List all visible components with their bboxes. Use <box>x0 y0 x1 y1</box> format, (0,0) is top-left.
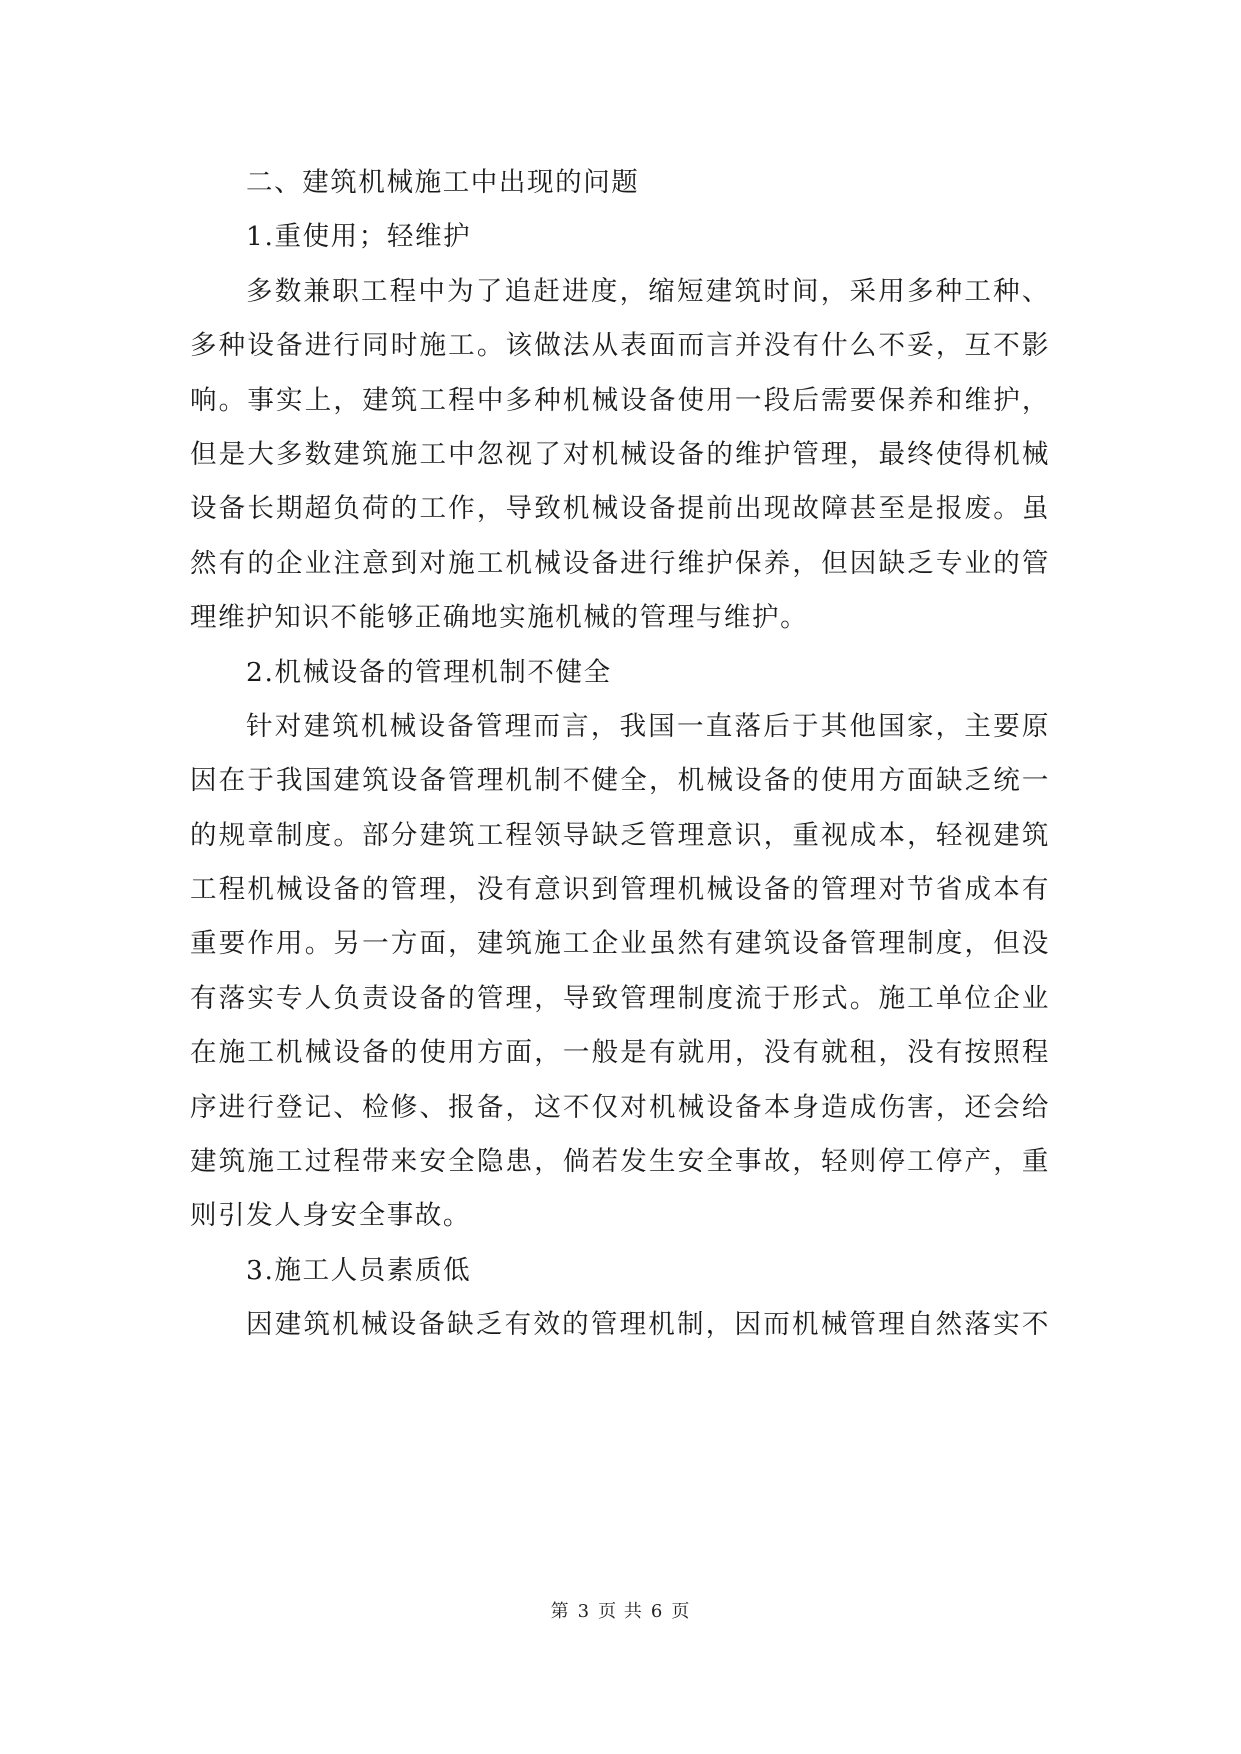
current-page-number: 3 <box>577 1601 591 1622</box>
paragraph-line: 在施工机械设备的使用方面，一般是有就用，没有就租，没有按照程 <box>190 1037 1050 1069</box>
subsection-heading: 1.重使用；轻维护 <box>246 221 472 253</box>
subsection-heading: 2.机械设备的管理机制不健全 <box>246 656 612 688</box>
paragraph-line: 建筑施工过程带来安全隐患，倘若发生安全事故，轻则停工停产，重 <box>190 1146 1050 1178</box>
paragraph-line: 序进行登记、检修、报备，这不仅对机械设备本身造成伤害，还会给 <box>190 1091 1050 1123</box>
paragraph-line: 有落实专人负责设备的管理，导致管理制度流于形式。施工单位企业 <box>190 982 1050 1014</box>
paragraph-line: 理维护知识不能够正确地实施机械的管理与维护。 <box>190 602 809 634</box>
footer-prefix: 第 <box>550 1601 570 1622</box>
paragraph-line: 但是大多数建筑施工中忽视了对机械设备的维护管理，最终使得机械 <box>190 438 1050 470</box>
section-heading: 二、建筑机械施工中出现的问题 <box>246 167 640 198</box>
paragraph-line: 响。事实上，建筑工程中多种机械设备使用一段后需要保养和维护， <box>190 384 1050 416</box>
paragraph-line: 因在于我国建筑设备管理机制不健全，机械设备的使用方面缺乏统一 <box>190 765 1050 797</box>
footer-suffix: 页 <box>671 1601 691 1622</box>
paragraph-line: 然有的企业注意到对施工机械设备进行维护保养，但因缺乏专业的管 <box>190 547 1050 579</box>
footer-middle: 页 共 <box>598 1601 643 1622</box>
total-page-number: 6 <box>650 1601 664 1622</box>
paragraph-line: 设备长期超负荷的工作，导致机械设备提前出现故障甚至是报废。虽 <box>190 493 1050 525</box>
paragraph-line: 多数兼职工程中为了追赶进度，缩短建筑时间，采用多种工种、 <box>246 275 1050 307</box>
paragraph-line: 重要作用。另一方面，建筑施工企业虽然有建筑设备管理制度，但没 <box>190 928 1050 960</box>
paragraph-line: 针对建筑机械设备管理而言，我国一直落后于其他国家，主要原 <box>246 710 1050 742</box>
page-footer <box>0 1600 1241 1624</box>
paragraph-line: 因建筑机械设备缺乏有效的管理机制，因而机械管理自然落实不 <box>246 1309 1050 1341</box>
paragraph-line: 多种设备进行同时施工。该做法从表面而言并没有什么不妥，互不影 <box>190 330 1050 362</box>
subsection-heading: 3.施工人员素质低 <box>246 1254 472 1286</box>
paragraph-line: 工程机械设备的管理，没有意识到管理机械设备的管理对节省成本有 <box>190 874 1050 906</box>
document-body <box>190 156 1050 1353</box>
paragraph-line: 的规章制度。部分建筑工程领导缺乏管理意识，重视成本，轻视建筑 <box>190 819 1050 851</box>
paragraph-line: 则引发人身安全事故。 <box>190 1200 471 1232</box>
